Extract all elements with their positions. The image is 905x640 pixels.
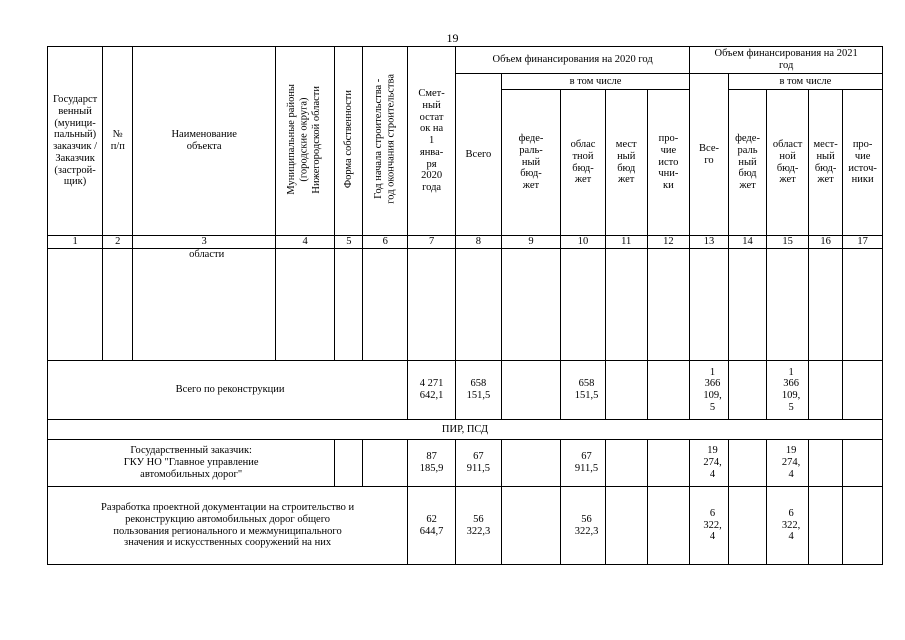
column-number: 16 — [808, 236, 842, 249]
column-number: 1 — [48, 236, 103, 249]
section-row — [48, 420, 883, 440]
column-number: 2 — [103, 236, 133, 249]
table-row — [48, 249, 883, 361]
reconstruction-total-2021: 1 366 109, 5 — [690, 361, 729, 420]
column-number-row — [48, 236, 883, 249]
financing-table — [47, 46, 883, 565]
column-number: 17 — [843, 236, 883, 249]
design-docs-label: Разработка проектной документации на строительство и реконструкцию автомобильных дорог общего пользования регионального и межмуниципального значения и искусственных сооружений на них — [48, 487, 408, 565]
header-ownership: Форма собственности — [342, 90, 354, 189]
column-number: 9 — [501, 236, 560, 249]
state-customer-estimate: 87 185,9 — [408, 440, 456, 487]
column-number: 6 — [363, 236, 408, 249]
state-customer-total-2021: 19 274, 4 — [690, 440, 729, 487]
header-districts-cell — [275, 47, 334, 236]
design-docs-estimate: 62 644,7 — [408, 487, 456, 565]
state-customer-label: Государственный заказчик: ГКУ НО "Главное управление автомобильных дорог" — [48, 440, 335, 487]
header-federal-2021: феде- раль ный бюд жет — [728, 90, 767, 236]
header-ownership-cell — [335, 47, 363, 236]
column-number: 8 — [456, 236, 502, 249]
header-local-2020: мест ный бюд жет — [605, 90, 647, 236]
header-years-cell — [363, 47, 408, 236]
header-incl-2020: в том числе — [501, 74, 689, 90]
column-number: 13 — [690, 236, 729, 249]
reconstruction-regional-2021: 1 366 109, 5 — [767, 361, 809, 420]
header-fin-2021: Объем финансирования на 2021 год — [690, 47, 883, 74]
column-number: 4 — [275, 236, 334, 249]
header-incl-2021: в том числе — [728, 74, 882, 90]
header-local-2021: мест- ный бюд- жет — [808, 90, 842, 236]
reconstruction-total-estimate: 4 271 642,1 — [408, 361, 456, 420]
continuation-object-name: области — [133, 249, 276, 361]
header-regional-2021: област ной бюд- жет — [767, 90, 809, 236]
table-row — [48, 440, 883, 487]
column-number: 15 — [767, 236, 809, 249]
column-number: 10 — [561, 236, 606, 249]
header-years: Год начала строительства - год окончания строительства — [372, 74, 397, 205]
header-customer: Государст венный (муници- пальный) заказчик / Заказчик (застрой- щик) — [48, 47, 103, 236]
header-object-name: Наименование объекта — [133, 47, 276, 236]
header-fin-2020: Объем финансирования на 2020 год — [456, 47, 690, 74]
column-number: 7 — [408, 236, 456, 249]
state-customer-regional-2020: 67 911,5 — [561, 440, 606, 487]
header-total-2020: Всего — [456, 74, 502, 236]
header-other-2021: про- чие источ- ники — [843, 90, 883, 236]
header-other-2020: про- чие исто чни- ки — [647, 90, 690, 236]
reconstruction-total-2020: 658 151,5 — [456, 361, 502, 420]
design-docs-total-2021: 6 322, 4 — [690, 487, 729, 565]
section-title: ПИР, ПСД — [48, 420, 883, 440]
header-federal-2020: феде- раль- ный бюд- жет — [501, 90, 560, 236]
column-number: 14 — [728, 236, 767, 249]
column-number: 5 — [335, 236, 363, 249]
reconstruction-total-label: Всего по реконструкции — [48, 361, 408, 420]
column-number: 11 — [605, 236, 647, 249]
column-number: 3 — [133, 236, 276, 249]
table-row — [48, 487, 883, 565]
design-docs-regional-2021: 6 322, 4 — [767, 487, 809, 565]
state-customer-2020: 67 911,5 — [456, 440, 502, 487]
column-number: 12 — [647, 236, 690, 249]
state-customer-regional-2021: 19 274, 4 — [767, 440, 809, 487]
header-total-2021: Все- го — [690, 74, 729, 236]
design-docs-regional-2020: 56 322,3 — [561, 487, 606, 565]
header-estimate-balance: Смет- ный остат ок на 1 янва- ря 2020 года — [408, 47, 456, 236]
reconstruction-regional-2020: 658 151,5 — [561, 361, 606, 420]
header-districts: Муниципальные районы (городские округа) Нижегородской области — [286, 83, 323, 195]
header-num: № п/п — [103, 47, 133, 236]
page-number: 19 — [446, 31, 459, 45]
design-docs-2020: 56 322,3 — [456, 487, 502, 565]
table-row — [48, 361, 883, 420]
header-regional-2020: облас тной бюд- жет — [561, 90, 606, 236]
